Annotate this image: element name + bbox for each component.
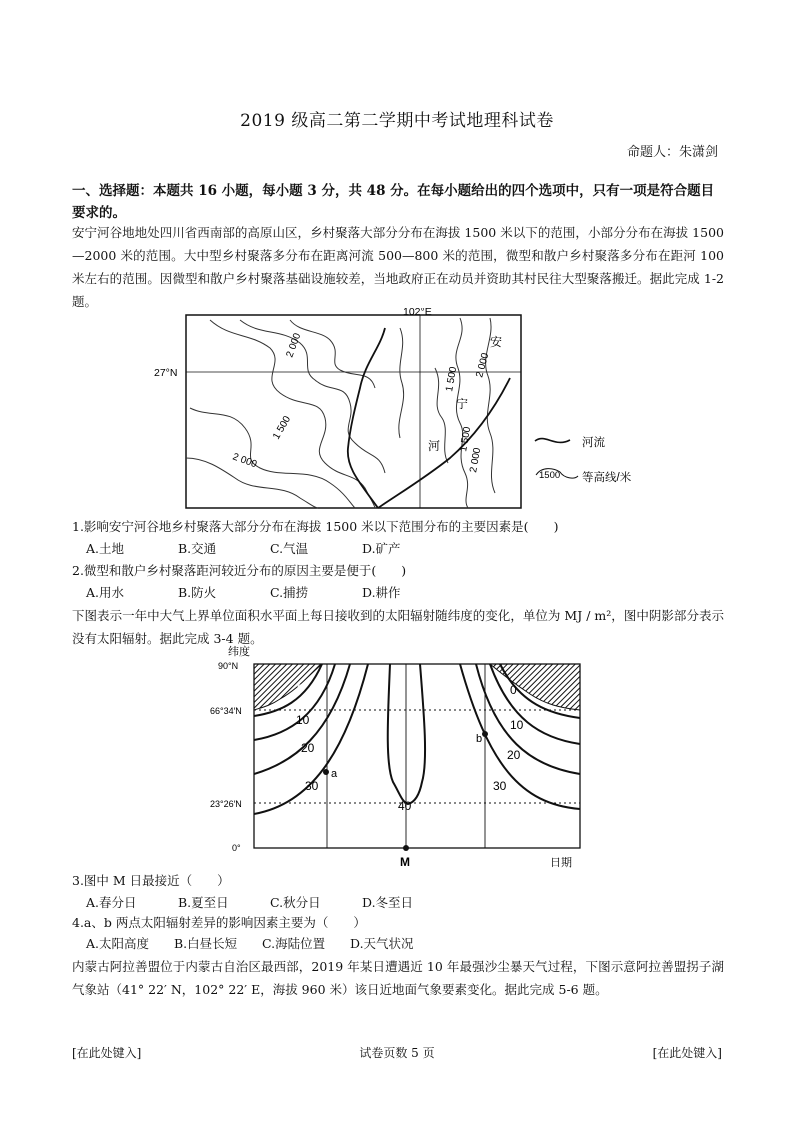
legend-river-symbol [535, 439, 570, 443]
option-d: D.天气状况 [350, 936, 414, 951]
question-4-options [86, 933, 438, 955]
longitude-label: 102°E [403, 308, 432, 318]
option-b: B.白昼长短 [174, 936, 238, 951]
legend-contour-value: 1500 [539, 470, 561, 481]
question-2-options [86, 582, 454, 604]
option-b: B.交通 [178, 541, 217, 556]
option-b: B.防火 [178, 585, 217, 600]
passage-3: 内蒙古阿拉善盟位于内蒙古自治区最西部，2019 年某日遭遇近 10 年最强沙尘暴天气过程，下图示意阿拉善盟拐子湖气象站（41° 22′ N，102° 22′ E，海拔 960 米）该日近地面气象要素变化。据此完成 5-6 题。 [72, 959, 724, 997]
m-day-point [403, 845, 409, 851]
option-d: D.冬至日 [362, 895, 414, 910]
river-name-char: 宁 [456, 397, 469, 411]
contour-label: 0 [297, 683, 304, 695]
option-a: A.太阳高度 [86, 936, 150, 951]
point-b [482, 731, 488, 737]
exam-title: 2019 级高二第二学期中考试地理科试卷 [240, 111, 554, 131]
river-name-char: 安 [490, 335, 503, 349]
passage-2: 下图表示一年中大气上界单位面积水平面上每日接收到的太阳辐射随纬度的变化，单位为 MJ / m²，图中阴影部分表示没有太阳辐射。据此完成 3-4 题。 [72, 608, 724, 646]
option-c: C.秋分日 [270, 895, 321, 910]
y-tick-label: 23°26′N [210, 799, 242, 809]
option-b: B.夏至日 [178, 895, 229, 910]
contour-label: 1 500 [444, 365, 460, 393]
contour-label: 2 000 [474, 351, 492, 379]
footer-page-count: 试卷页数 5 页 [359, 1046, 435, 1060]
question-1-options [86, 538, 454, 560]
option-d: D.耕作 [362, 585, 401, 600]
contour-label: 40 [398, 799, 412, 813]
contour-label: 2 000 [230, 451, 259, 471]
footer-right: [在此处键入] [652, 1046, 722, 1060]
point-b-label: b [476, 733, 483, 745]
question-3: 3.图中 M 日最接近（ ） [72, 873, 230, 888]
option-a: A.用水 [86, 585, 125, 600]
option-c: C.海陆位置 [262, 936, 326, 951]
polar-night-shade-left [254, 664, 322, 710]
point-a [323, 769, 329, 775]
option-d: D.矿产 [362, 541, 401, 556]
contour-label: 10 [510, 718, 524, 732]
anning-river-contour-map [150, 308, 690, 513]
x-axis-title: 日期 [550, 857, 572, 869]
option-a: A.春分日 [86, 895, 137, 910]
contour-label: 2 000 [284, 331, 304, 360]
legend-river-label: 河流 [582, 437, 605, 449]
contour-label: 1 500 [458, 425, 474, 453]
question-1: 1.影响安宁河谷地乡村聚落大部分分布在海拔 1500 米以下范围分布的主要因素是( ) [72, 519, 559, 534]
contour-label: 0 [510, 683, 517, 697]
section-heading: 一、选择题：本题共 16 小题，每小题 3 分，共 48 分。在每小题给出的四个选项中，只有一项是符合题目要求的。 [72, 183, 715, 221]
contour-label: 20 [507, 748, 521, 762]
y-tick-label: 0° [232, 843, 241, 853]
contour-label: 30 [305, 779, 319, 793]
solar-radiation-latitude-chart [210, 644, 590, 872]
contour-label: 10 [296, 713, 310, 727]
question-3-options [86, 892, 454, 914]
exam-author: 命题人：朱潇剑 [626, 145, 718, 160]
question-2: 2.微型和散户乡村聚落距河较近分布的原因主要是便于( ) [72, 563, 407, 578]
legend-contour-label: 等高线/米 [582, 472, 632, 484]
contour-label: 20 [301, 741, 315, 755]
latitude-label: 27°N [154, 367, 178, 379]
y-axis-title: 纬度 [228, 646, 250, 658]
option-c: C.气温 [270, 541, 309, 556]
contour-label: 2 000 [468, 446, 484, 474]
passage-1: 安宁河谷地地处四川省西南部的高原山区，乡村聚落大部分分布在海拔 1500 米以下的范围，小部分分布在海拔 1500—2000 米的范围。大中型乡村聚落多分布在距离河流 500—800 米的范围，微型和散户乡村聚落多分布在距河 100 米左右的范围。因微型和散户乡村聚落基础设施较差，当地政府正在动员并资助其村民往大型聚落搬迁。据此完成 1-2 题。 [72, 225, 724, 309]
x-mark-label: M [400, 855, 410, 869]
y-tick-label: 66°34′N [210, 706, 242, 716]
point-a-label: a [331, 768, 338, 780]
option-c: C.捕捞 [270, 585, 309, 600]
contour-lines [186, 318, 495, 508]
question-4: 4.a、b 两点太阳辐射差异的影响因素主要为（ ） [72, 915, 366, 930]
contour-label: 1 500 [271, 414, 294, 442]
footer-left: [在此处键入] [72, 1046, 142, 1060]
y-tick-label: 90°N [218, 661, 239, 671]
contour-label: 30 [493, 779, 507, 793]
option-a: A.土地 [86, 541, 125, 556]
river-name-char: 河 [428, 439, 441, 453]
